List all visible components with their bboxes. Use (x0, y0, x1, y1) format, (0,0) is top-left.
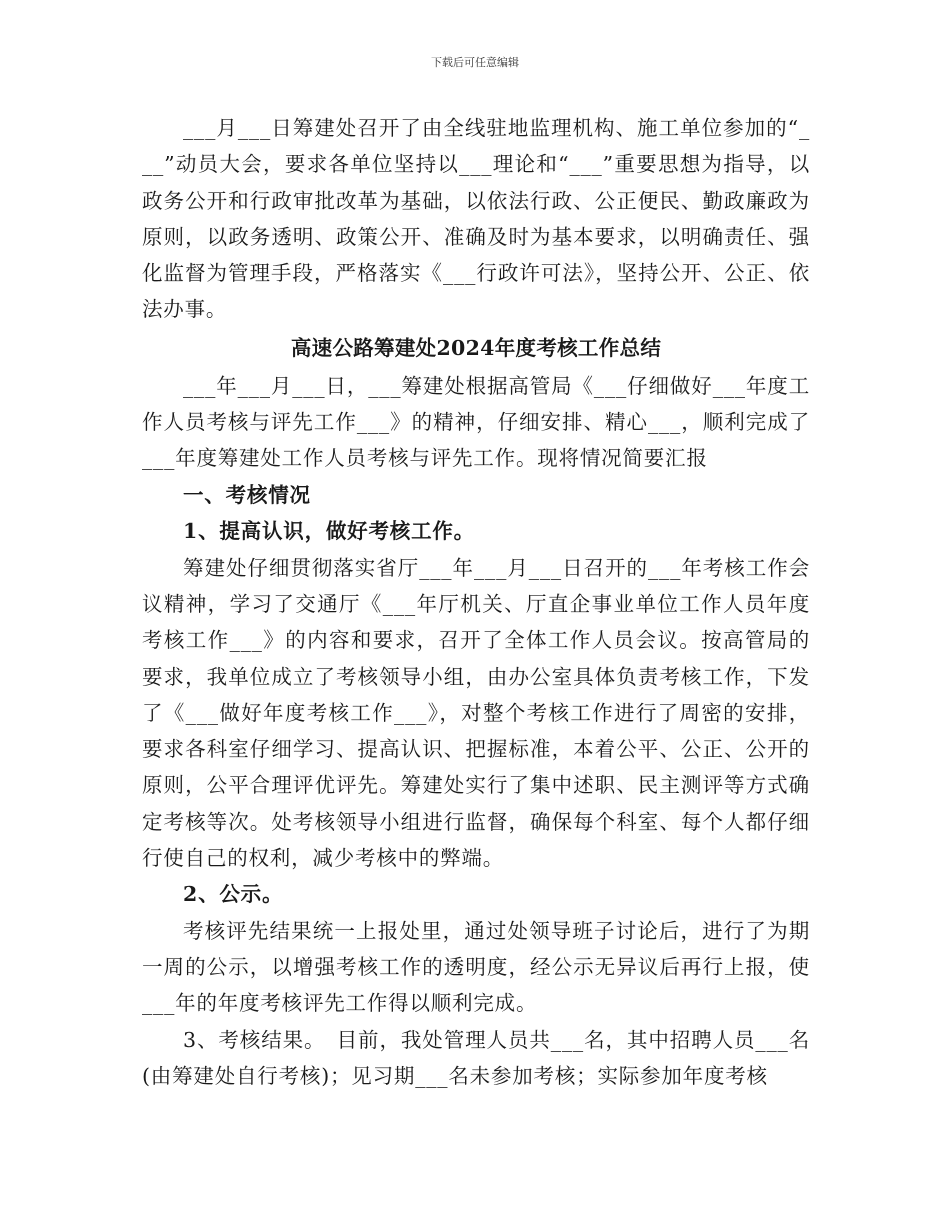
header-note: 下载后可任意编辑 (431, 56, 519, 69)
intro-paragraph: ___月___日筹建处召开了由全线驻地监理机构、施工单位参加的“___”动员大会，要求各单位坚持以___理论和“___”重要思想为指导，以政务公开和行政审批改革为基础，以依法行政、公正便民、勤政廉政为原则，以政务透明、政策公开、准确及时为基本要求，以明确责任、强化监督为管理手段，严格落实《___行政许可法》，坚持公开、公正、依法办事。 (142, 116, 810, 322)
body-paragraph-results: 3、考核结果。 目前，我处管理人员共___名，其中招聘人员___名(由筹建处自行考核)；见习期___名未参加考核；实际参加年度考核 (142, 1027, 810, 1089)
section-heading-assessment: 一、考核情况 (183, 482, 311, 507)
subheading-publicity: 2、公示。 (183, 882, 284, 907)
body-paragraph-publicity: 考核评先结果统一上报处里，通过处领导班子讨论后，进行了为期一周的公示，以增强考核工作的透明度，经公示无异议后再行上报，使___年的年度考核评先工作得以顺利完成。 (142, 918, 810, 1016)
subheading-awareness: 1、提高认识，做好考核工作。 (183, 519, 475, 544)
opening-paragraph: ___年___月___日，___筹建处根据高管局《___仔细做好___年度工作人员考核与评先工作___》的精神，仔细安排、精心___，顺利完成了___年度筹建处工作人员考核与评先工作。现将情况简要汇报 (142, 373, 810, 471)
body-paragraph-awareness: 筹建处仔细贯彻落实省厅___年___月___日召开的___年考核工作会议精神，学习了交通厅《___年厅机关、厅直企事业单位工作人员年度考核工作___》的内容和要求，召开了全体工作人员会议。按高管局的要求，我单位成立了考核领导小组，由办公室具体负责考核工作，下发了《___做好年度考核工作___》，对整个考核工作进行了周密的安排，要求各科室仔细学习、提高认识、把握标准，本着公平、公正、公开的原则，公平合理评优评先。筹建处实行了集中述职、民主测评等方式确定考核等次。处考核领导小组进行监督，确保每个科室、每个人都仔细行使自己的权利，减少考核中的弊端。 (142, 555, 810, 871)
document-title: 高速公路筹建处2024年度考核工作总结 (290, 335, 662, 360)
document-body (142, 110, 810, 1094)
